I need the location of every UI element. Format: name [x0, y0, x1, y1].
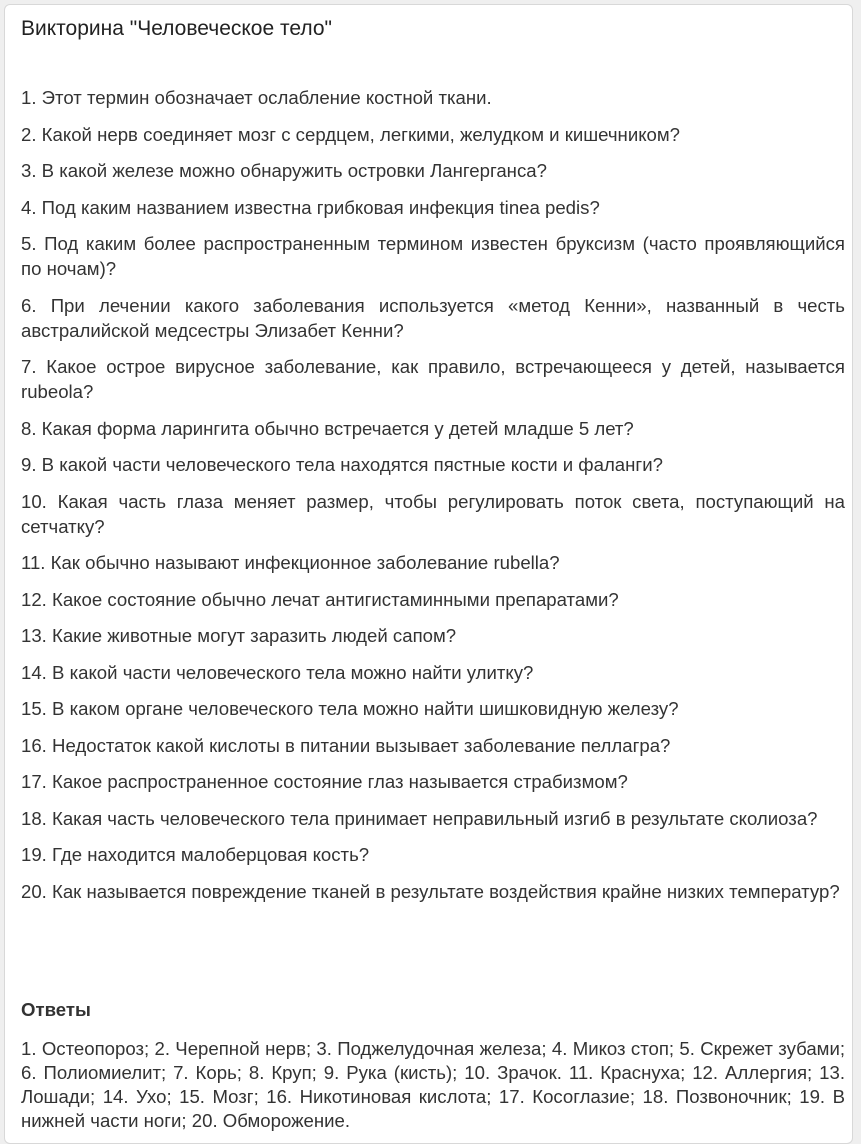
question-item: 7. Какое острое вирусное заболевание, как правило, встречающееся у детей, называется rubeola?: [21, 356, 845, 402]
answers-text: 1. Остеопороз; 2. Черепной нерв; 3. Поджелудочная железа; 4. Микоз стоп; 5. Скрежет зубами; 6. Полиомиелит; 7. Корь; 8. Круп; 9. Рука (кисть); 10. Зрачок. 11. Краснуха; 12. Аллергия; 13. Лошади; 14. Ухо; 15. Мозг; 16. Никотиновая кислота; 17. Косоглазие; 18. Позвоночник; 19. В нижней части ноги; 20. Обморожение.: [21, 1038, 845, 1131]
question-item: 10. Какая часть глаза меняет размер, чтобы регулировать поток света, поступающий на сетчатку?: [21, 490, 845, 537]
question-list: [21, 85, 845, 915]
question-item: 20. Как называется повреждение тканей в результате воздействия крайне низких температур?: [21, 880, 840, 902]
question-item: 11. Как обычно называют инфекционное заболевание rubella?: [21, 552, 560, 573]
question-item: 3. В какой железе можно обнаружить островки Лангерганса?: [21, 160, 547, 181]
question-item: 2. Какой нерв соединяет мозг с сердцем, легкими, желудком и кишечником?: [21, 123, 681, 145]
question-item: 12. Какое состояние обычно лечат антигистаминными препаратами?: [21, 588, 619, 610]
question-item: 16. Недостаток какой кислоты в питании вызывает заболевание пеллагра?: [21, 734, 671, 756]
question-item: 15. В каком органе человеческого тела можно найти шишковидную железу?: [21, 698, 679, 719]
question-item: 17. Какое распространенное состояние глаз называется страбизмом?: [21, 771, 628, 792]
question-item: 13. Какие животные могут заразить людей сапом?: [21, 625, 457, 646]
question-item: 1. Этот термин обозначает ослабление костной ткани.: [21, 87, 492, 108]
quiz-card: [4, 4, 853, 1144]
question-item: 8. Какая форма ларингита обычно встречается у детей младше 5 лет?: [21, 417, 634, 439]
question-item: 19. Где находится малоберцовая кость?: [21, 844, 370, 865]
question-item: 14. В какой части человеческого тела можно найти улитку?: [21, 661, 534, 683]
question-item: 4. Под каким названием известна грибковая инфекция tinea pedis?: [21, 196, 600, 218]
question-item: 9. В какой части человеческого тела находятся пястные кости и фаланги?: [21, 454, 663, 475]
answers-heading: Ответы: [21, 999, 91, 1020]
question-item: 6. При лечении какого заболевания используется «метод Кенни», названный в честь австралийской медсестры Элизабет Кенни?: [21, 294, 845, 341]
page-title: Викторина "Человеческое тело": [21, 17, 332, 40]
question-item: 5. Под каким более распространенным термином известен бруксизм (часто проявляющийся по ночам)?: [21, 233, 845, 279]
question-item: 18. Какая часть человеческого тела принимает неправильный изгиб в результате сколиоза?: [21, 807, 818, 829]
